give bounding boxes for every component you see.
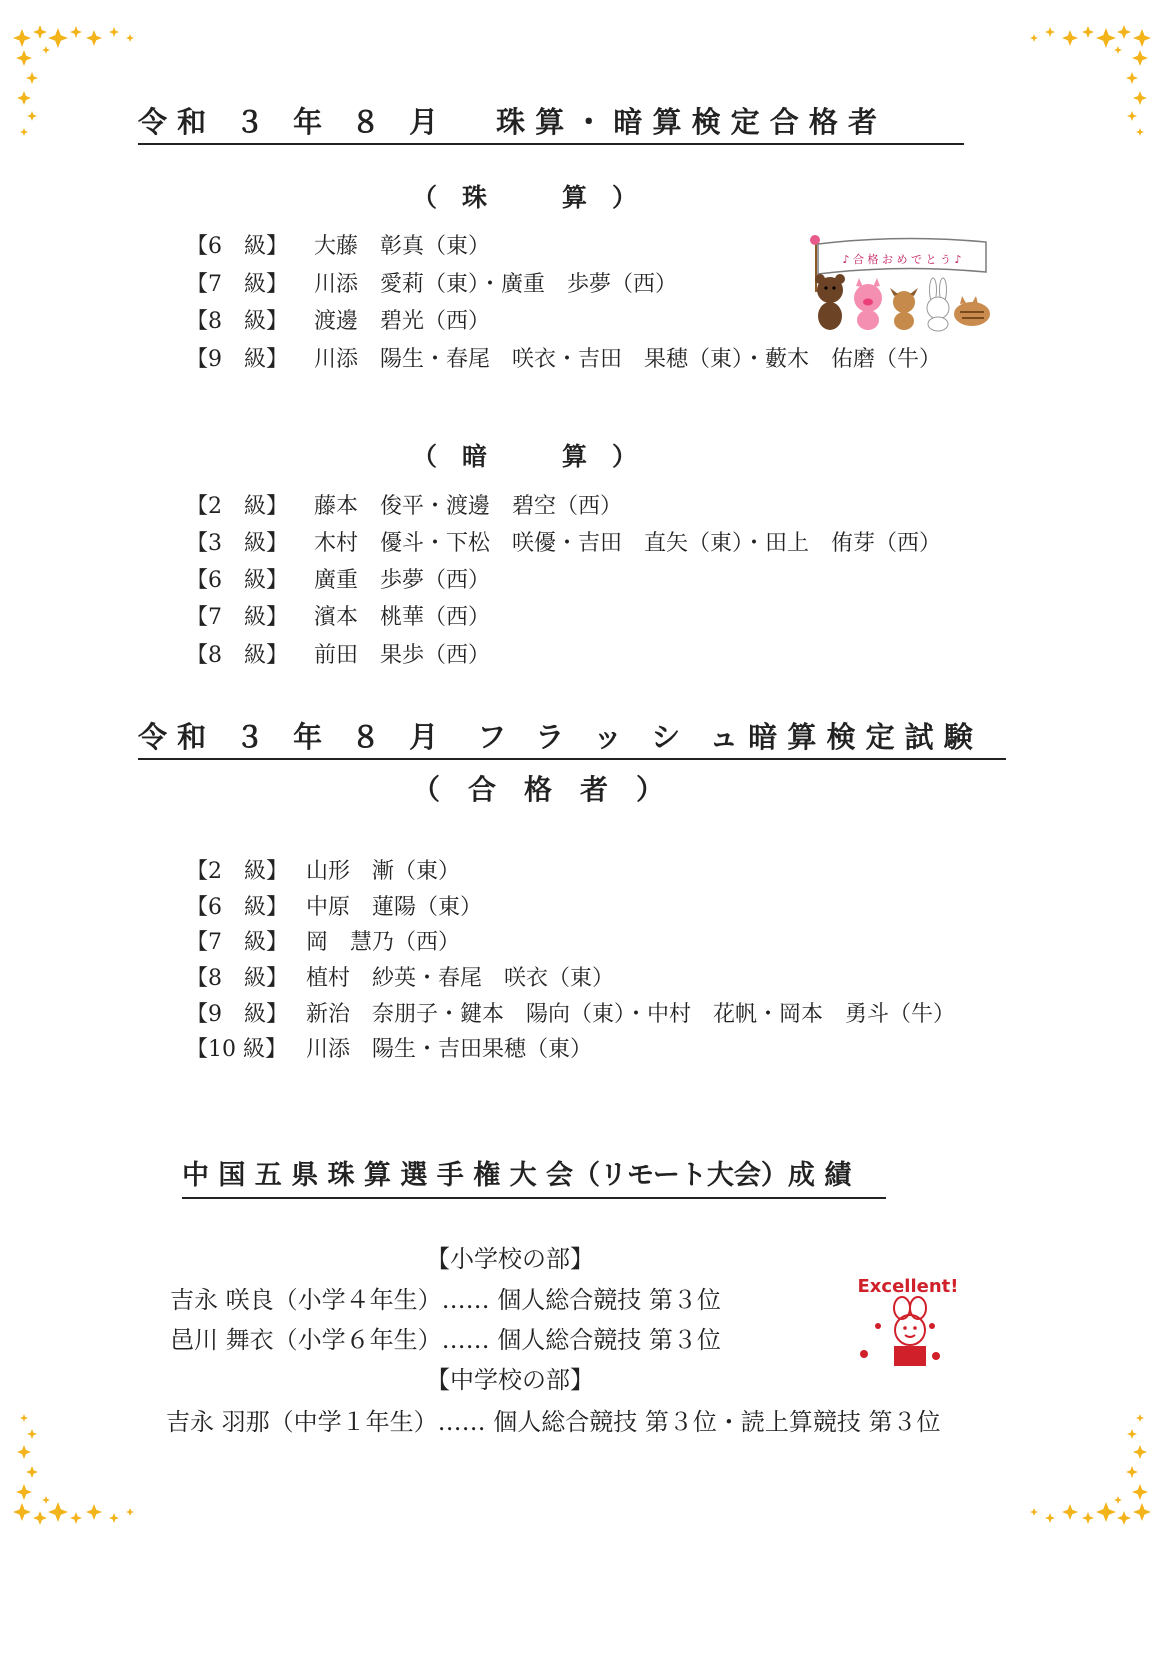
elementary-heading: 【小学校の部】 <box>426 1245 594 1273</box>
sparkle-icon <box>1133 1445 1147 1459</box>
sparkle-icon <box>27 1429 37 1439</box>
congratulations-illustration <box>806 232 996 332</box>
sparkle-icon <box>70 1512 82 1524</box>
list-item: 【6 級】 中原 蓮陽（東） <box>186 895 483 920</box>
sparkle-icon <box>1117 1511 1131 1525</box>
sparkle-icon <box>86 1504 102 1520</box>
list-item: 【8 級】 前田 果歩（西） <box>186 643 491 668</box>
list-item: 【6 級】 大藤 彰真（東） <box>186 234 491 259</box>
list-item: 【3 級】 木村 優斗・下松 咲優・吉田 直矢（東）・田上 侑芽（西） <box>186 531 942 556</box>
championship-title: 中 国 五 県 珠 算 選 手 権 大 会（リモート大会）成 績 <box>182 1157 886 1199</box>
sparkle-icon <box>1132 1484 1148 1500</box>
sparkle-icon <box>126 1508 134 1516</box>
sparkle-icon <box>17 1445 31 1459</box>
sparkle-icon <box>1045 27 1055 37</box>
sparkle-icon <box>1132 50 1148 66</box>
sparkle-icon <box>1136 128 1144 136</box>
result-line: 邑川 舞衣（小学６年生）…… 個人総合競技 第３位 <box>170 1326 721 1354</box>
sparkle-icon <box>1096 28 1116 48</box>
list-item: 【9 級】 川添 陽生・春尾 咲衣・吉田 果穂（東）・藪木 佑磨（牛） <box>186 347 942 372</box>
sparkle-icon <box>33 1511 47 1525</box>
sparkle-icon <box>1030 1508 1038 1516</box>
sparkle-icon <box>48 1502 68 1522</box>
sparkle-icon <box>33 25 47 39</box>
sparkle-icon <box>42 1496 50 1504</box>
flash-anzan-subtitle: （ 合 格 者 ） <box>412 773 665 806</box>
stamp-text: Excellent! <box>857 1276 959 1297</box>
flash-anzan-title: 令 和 ３ 年 ８ 月 フ ラ ッ シ ュ 暗 算 検 定 試 験 <box>138 718 1006 760</box>
list-item: 【10 級】 川添 陽生・吉田果穂（東） <box>186 1037 593 1062</box>
list-item: 【8 級】 渡邊 碧光（西） <box>186 309 491 334</box>
sparkle-icon <box>1062 30 1078 46</box>
sparkle-icon <box>1114 1496 1122 1504</box>
sparkle-icon <box>126 34 134 42</box>
sparkle-corner-top-left-icon <box>10 20 140 140</box>
sparkle-icon <box>1114 46 1122 54</box>
sparkle-corner-top-right-icon <box>1024 20 1154 140</box>
result-line: 吉永 羽那（中学１年生）…… 個人総合競技 第３位・読上算競技 第３位 <box>166 1408 941 1436</box>
animal-parade-icon <box>806 232 996 332</box>
sparkle-icon <box>1126 1466 1138 1478</box>
excellent-character-icon <box>850 1270 970 1380</box>
list-item: 【7 級】 濱本 桃華（西） <box>186 605 491 630</box>
sparkle-icon <box>1133 29 1151 47</box>
sparkle-icon <box>1136 1414 1144 1422</box>
sparkle-icon <box>20 128 28 136</box>
sparkle-icon <box>16 1484 32 1500</box>
banner-text: ♪ 合 格 お め で と う ♪ <box>842 253 962 266</box>
list-item: 【7 級】 川添 愛莉（東）・廣重 歩夢（西） <box>186 272 678 297</box>
junior-heading: 【中学校の部】 <box>426 1366 594 1394</box>
sparkle-icon <box>13 1503 31 1521</box>
sparkle-icon <box>1127 1429 1137 1439</box>
sparkle-icon <box>27 111 37 121</box>
sparkle-icon <box>26 72 38 84</box>
list-item: 【9 級】 新治 奈朋子・鍵本 陽向（東）・中村 花帆・岡本 勇斗（牛） <box>186 1002 956 1027</box>
sparkle-icon <box>1117 25 1131 39</box>
sparkle-icon <box>42 46 50 54</box>
sparkle-icon <box>26 1466 38 1478</box>
sparkle-icon <box>1133 1503 1151 1521</box>
sparkle-corner-bottom-right-icon <box>1024 1410 1154 1530</box>
sparkle-icon <box>1133 91 1147 105</box>
list-item: 【8 級】 植村 紗英・春尾 咲衣（東） <box>186 966 615 991</box>
sparkle-icon <box>48 28 68 48</box>
excellent-stamp <box>850 1270 970 1380</box>
result-line: 吉永 咲良（小学４年生）…… 個人総合競技 第３位 <box>170 1286 721 1314</box>
list-item: 【7 級】 岡 慧乃（西） <box>186 930 461 955</box>
sparkle-icon <box>1082 26 1094 38</box>
sparkle-icon <box>1082 1512 1094 1524</box>
sparkle-icon <box>1126 72 1138 84</box>
sparkle-icon <box>109 1513 119 1523</box>
list-item: 【6 級】 廣重 歩夢（西） <box>186 568 491 593</box>
sparkle-icon <box>1127 111 1137 121</box>
sparkle-icon <box>1030 34 1038 42</box>
sparkle-icon <box>1096 1502 1116 1522</box>
sparkle-icon <box>70 26 82 38</box>
sparkle-icon <box>1045 1513 1055 1523</box>
sparkle-icon <box>16 50 32 66</box>
soroban-anzan-title: 令 和 ３ 年 ８ 月 珠 算 ・ 暗 算 検 定 合 格 者 <box>138 103 964 145</box>
sparkle-icon <box>20 1414 28 1422</box>
sparkle-icon <box>86 30 102 46</box>
list-item: 【2 級】 山形 漸（東） <box>186 859 461 884</box>
soroban-heading: （ 珠 算 ） <box>412 183 638 212</box>
sparkle-icon <box>13 29 31 47</box>
list-item: 【2 級】 藤本 俊平・渡邊 碧空（西） <box>186 494 623 519</box>
sparkle-icon <box>1062 1504 1078 1520</box>
sparkle-icon <box>109 27 119 37</box>
sparkle-icon <box>17 91 31 105</box>
sparkle-corner-bottom-left-icon <box>10 1410 140 1530</box>
anzan-heading: （ 暗 算 ） <box>412 442 638 471</box>
